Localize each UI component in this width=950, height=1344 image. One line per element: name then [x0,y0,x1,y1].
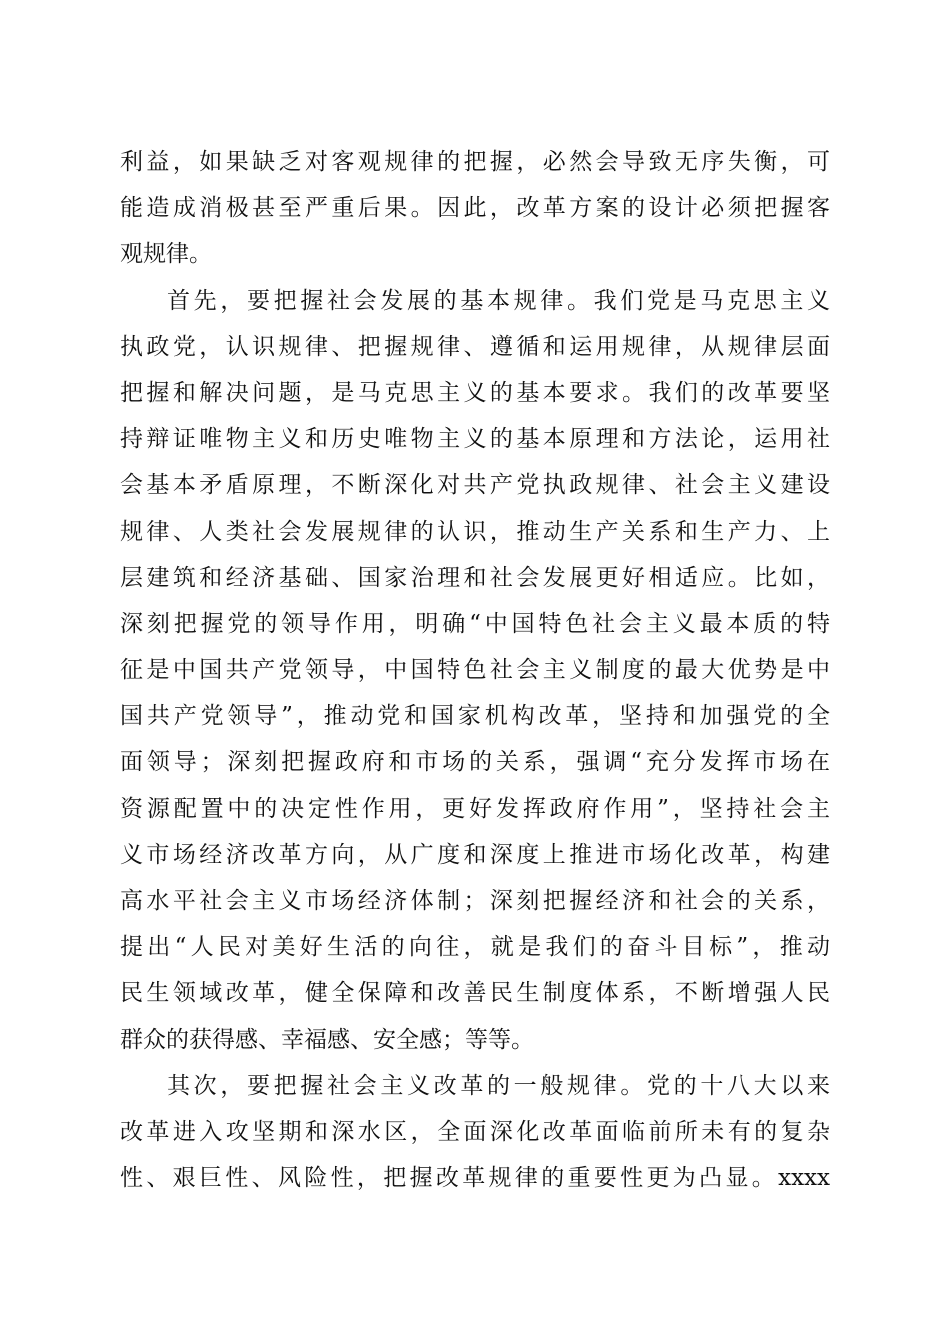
text-line: 利益，如果缺乏对客观规律的把握，必然会导致无序失衡，可 [120,149,830,175]
text-line: 民生领域改革，健全保障和改善民生制度体系，不断增强人民 [120,980,830,1007]
text-line: 资源配置中的决定性作用，更好发挥政府作用”，坚持社会主 [120,795,830,822]
text-line: 群众的获得感、幸福感、安全感；等等。 [120,1026,534,1053]
text-line: 规律、人类社会发展规律的认识，推动生产关系和生产力、上 [120,518,830,545]
text-line: 执政党，认识规律、把握规律、遵循和运用规律，从规律层面 [120,333,830,360]
document-body [120,139,830,1201]
text-line: 改革进入攻坚期和深水区，全面深化改革面临前所未有的复杂 [120,1118,830,1145]
text-line: 观规律。 [120,241,212,268]
text-line: 把握和解决问题，是马克思主义的基本要求。我们的改革要坚 [120,379,830,406]
text-line: 性、艰巨性、风险性，把握改革规律的重要性更为凸显。xxxx [120,1165,830,1192]
text-line: 国共产党领导”，推动党和国家机构改革，坚持和加强党的全 [120,703,830,730]
text-line: 提出“人民对美好生活的向往，就是我们的奋斗目标”，推动 [120,934,830,961]
paragraph-start-line: 首先，要把握社会发展的基本规律。我们党是马克思主义 [167,287,830,314]
text-line: 义市场经济改革方向，从广度和深度上推进市场化改革，构建 [120,841,830,868]
text-line: 面领导；深刻把握政府和市场的关系，强调“充分发挥市场在 [120,749,830,776]
text-line: 高水平社会主义市场经济体制；深刻把握经济和社会的关系， [120,888,830,914]
text-line: 深刻把握党的领导作用，明确“中国特色社会主义最本质的特 [120,610,830,637]
text-line: 征是中国共产党领导，中国特色社会主义制度的最大优势是中 [120,657,830,684]
text-line: 持辩证唯物主义和历史唯物主义的基本原理和方法论，运用社 [120,426,830,453]
text-line: 层建筑和经济基础、国家治理和社会发展更好相适应。比如， [120,564,830,591]
text-line: 会基本矛盾原理，不断深化对共产党执政规律、社会主义建设 [120,472,830,499]
text-line: 能造成消极甚至严重后果。因此，改革方案的设计必须把握客 [120,195,830,222]
paragraph-start-line: 其次，要把握社会主义改革的一般规律。党的十八大以来 [167,1072,830,1099]
